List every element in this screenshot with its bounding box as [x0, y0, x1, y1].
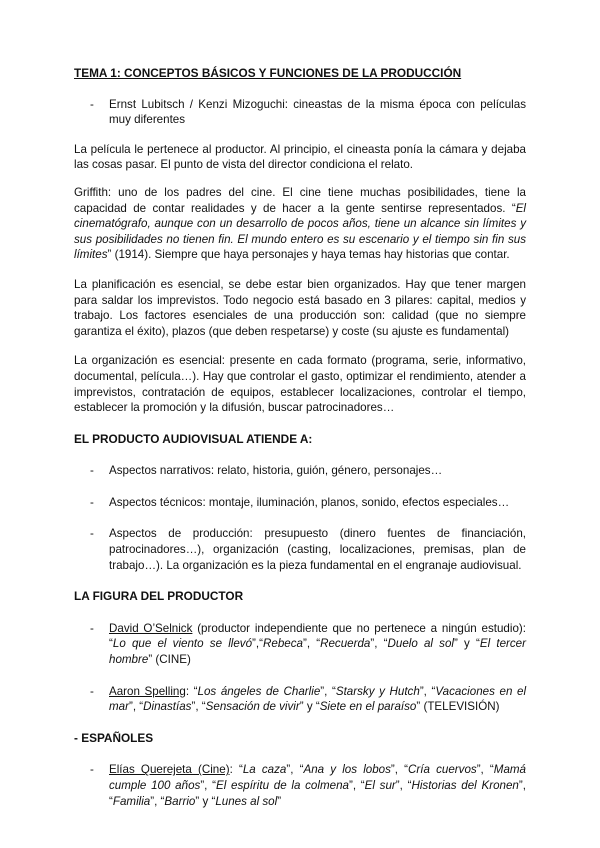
paragraph-productor: La película le pertenece al productor. Al principio, el cineasta ponía la cámara y dejaba las cosas pasar. El punto de vista del director condiciona el relato.	[74, 142, 526, 172]
dash-bullet: -	[90, 621, 94, 635]
producer-name: David O’Selnick	[109, 621, 193, 635]
list-item	[74, 97, 526, 128]
list-item: - Aaron Spelling: “Los ángeles de Charlie”, “Starsky y Hutch”, “Vacaciones en el mar”, “Dinastías”, “Sensación de vivir” y “Siete en el paraíso” (TELEVISIÓN)	[90, 684, 527, 714]
document-page	[74, 66, 526, 809]
intro-bullet-text: Ernst Lubitsch / Kenzi Mizoguchi: cineastas de la misma época con películas muy diferentes	[109, 97, 526, 127]
aspectos-list	[74, 463, 526, 573]
dash-bullet: -	[90, 763, 94, 777]
list-item: - Aspectos técnicos: montaje, iluminación, planos, sonido, efectos especiales…	[90, 495, 510, 509]
list-item: - Elías Querejeta (Cine): “La caza”, “Ana y los lobos”, “Cría cuervos”, “Mamá cumple 100 años”, “El espíritu de la colmena”, “El sur”, “Historias del Kronen”, “Familia”, “Barrio” y “Lunes al sol”	[90, 763, 527, 808]
section-heading-producto: EL PRODUCTO AUDIOVISUAL ATIENDE A:	[74, 431, 313, 446]
producer-name: Aaron Spelling	[109, 684, 186, 698]
dash-bullet: -	[90, 495, 94, 509]
dash-bullet: -	[90, 97, 94, 111]
dash-bullet: -	[90, 684, 94, 698]
paragraph-organizacion: La organización es esencial: presente en cada formato (programa, serie, informativo, documental, película…). Hay que controlar el gasto, optimizar el rendimiento, atender a imprevistos, contratación de equipos, establecer localizaciones, controlar el tiempo, establecer la promoción y la difusión, buscar patrocinadores…	[74, 354, 526, 415]
list-item: - David O’Selnick (productor independiente que no pertenece a ningún estudio): “Lo que el viento se llevó”,“Rebeca”, “Recuerda”, “Duelo al sol” y “El tercer hombre” (CINE)	[90, 621, 526, 667]
section-heading-productor: LA FIGURA DEL PRODUCTOR	[74, 589, 244, 604]
page-title: TEMA 1: CONCEPTOS BÁSICOS Y FUNCIONES DE LA PRODUCCIÓN	[74, 66, 462, 80]
dash-bullet: -	[90, 464, 94, 478]
productores-list	[74, 621, 526, 715]
espanoles-list	[74, 762, 526, 809]
intro-list	[74, 97, 526, 128]
list-item: - Aspectos de producción: presupuesto (dinero fuentes de financiación, patrocinadores…), organización (casting, localizaciones, premisas, plan de trabajo…). La organización es la pieza fundamental en el engranaje audiovisual.	[90, 527, 526, 572]
paragraph-planificacion: La planificación es esencial, se debe estar bien organizados. Hay que tener margen para saldar los imprevistos. Todo negocio está basado en 3 pilares: capital, medios y trabajo. Los factores esenciales de una producción son: calidad (que no siempre garantiza el éxito), plazos (que deben respetarse) y coste (su ajuste es fundamental)	[74, 277, 526, 338]
dash-bullet: -	[90, 527, 94, 541]
griffith-quote: El cinematógrafo, aunque con un desarrollo de pocos años, tiene un alcance sin límites y sus posibilidades no tienen fin. El mundo entero es su escenario y el tiempo sin fin sus límites	[74, 201, 526, 262]
producer-name: Elías Querejeta (Cine)	[109, 763, 230, 777]
section-heading-espanoles: - ESPAÑOLES	[74, 730, 154, 745]
list-item: - Aspectos narrativos: relato, historia, guión, género, personajes…	[90, 464, 443, 478]
paragraph-griffith: Griffith: uno de los padres del cine. El cine tiene muchas posibilidades, tiene la capacidad de contar realidades y de hacer a la gente sentirse representados. “El cinematógrafo, aunque con un desarrollo de pocos años, tiene un alcance sin límites y sus posibilidades no tienen fin. El mundo entero es su escenario y el tiempo sin fin sus límites” (1914). Siempre que haya personajes y haya temas hay historias que contar.	[74, 185, 526, 262]
